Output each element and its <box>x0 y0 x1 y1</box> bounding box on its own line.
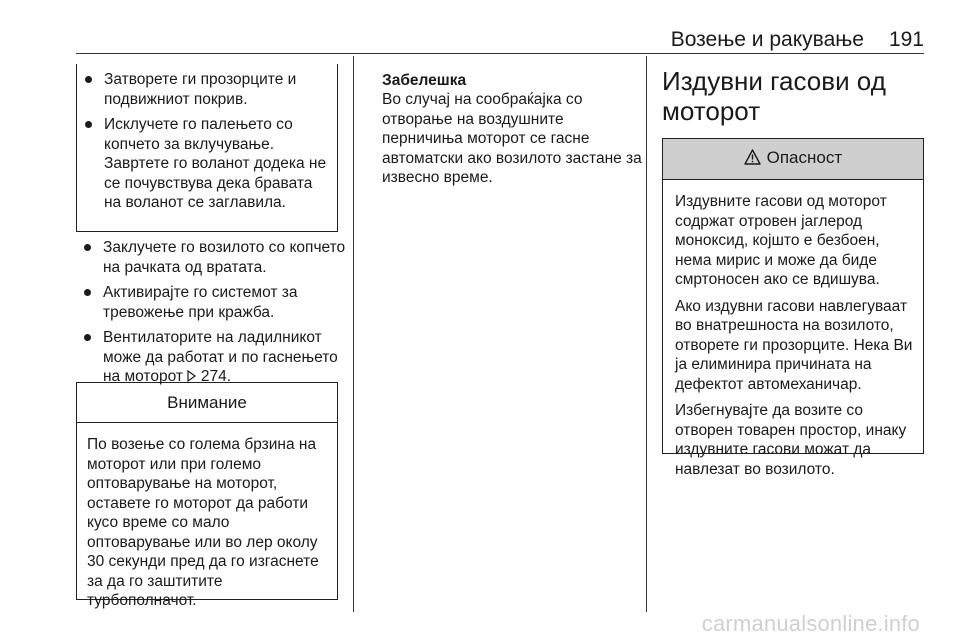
column-divider-1 <box>353 56 354 612</box>
bullet-item <box>76 238 351 277</box>
danger-title: Опасност <box>766 148 843 167</box>
bullet-text: Активирајте го системот за тревожење при кражба. <box>103 284 298 321</box>
warning-triangle-icon <box>744 149 761 170</box>
bullet-dot-icon <box>84 289 91 296</box>
bullet-text: Исклучете го палењето со копчето за вклучување. Завртете го воланот додека не се почувствува дека бравата на воланот се заглавила. <box>104 116 327 211</box>
bullet-dot-icon <box>84 334 91 341</box>
bullet-item <box>77 70 331 109</box>
notice-text: По возење со голема брзина на моторот или при големо оптоварување на моторот, оставете го моторот да работи кусо време со мало оптоварување или во лер околу 30 секунди пред да го изгаснете за да го заштитите турбополначот. <box>87 436 319 609</box>
notice-box <box>76 382 338 609</box>
bullet-dot-icon <box>85 76 92 83</box>
bullet-item <box>76 328 351 387</box>
notice-title: Внимание <box>77 383 337 423</box>
bullet-dot-icon <box>85 121 92 128</box>
bullet-dot-icon <box>84 244 91 251</box>
bullet-list <box>76 238 351 393</box>
bullet-item <box>76 283 351 322</box>
bullet-item <box>77 115 331 213</box>
box-bullet-list <box>77 70 331 213</box>
bullet-text: Затворете ги прозорците и подвижниот покрив. <box>104 71 297 108</box>
danger-body <box>663 180 923 492</box>
danger-paragraph: Ако издувни гасови навлегуваат во внатрешноста на возилото, отворете ги прозорците. Нека Ви ја елиминира причината на дефектот автомеханичар. <box>675 297 913 393</box>
danger-paragraph: Избегнувајте да возите со отворен товарен простор, инаку издувните гасови можат да навлезат во возилото. <box>675 402 907 478</box>
bullet-box <box>76 64 338 232</box>
watermark: carmanualsonline.info <box>701 611 920 636</box>
section-heading: Издувни гасови од моторот <box>662 66 886 126</box>
page-number: 191 <box>888 28 924 51</box>
page-reference[interactable]: 274. <box>200 368 232 385</box>
bullet-text: Заклучете го возилото со копчето на рачката од вратата. <box>103 239 346 276</box>
bullet-text: Вентилаторите на ладилникот може да работат и по гаснењето на моторот <box>103 329 338 385</box>
note-title: Забелешка <box>382 72 467 89</box>
column-divider-2 <box>646 56 647 612</box>
danger-box <box>662 138 924 478</box>
header-rule <box>76 53 924 54</box>
note-text: Во случај на сообраќајка со отворање на воздушните перничиња моторот се гасне автоматски ако возилото застане за извесно време. <box>382 91 642 186</box>
danger-header <box>663 139 923 180</box>
danger-paragraph: Издувните гасови од моторот содржат отровен јаглерод моноксид, којшто е безбоен, нема мирис и може да биде смртоносен ако се вдишува. <box>675 193 887 288</box>
page-header-title: Возење и ракување <box>670 28 864 51</box>
